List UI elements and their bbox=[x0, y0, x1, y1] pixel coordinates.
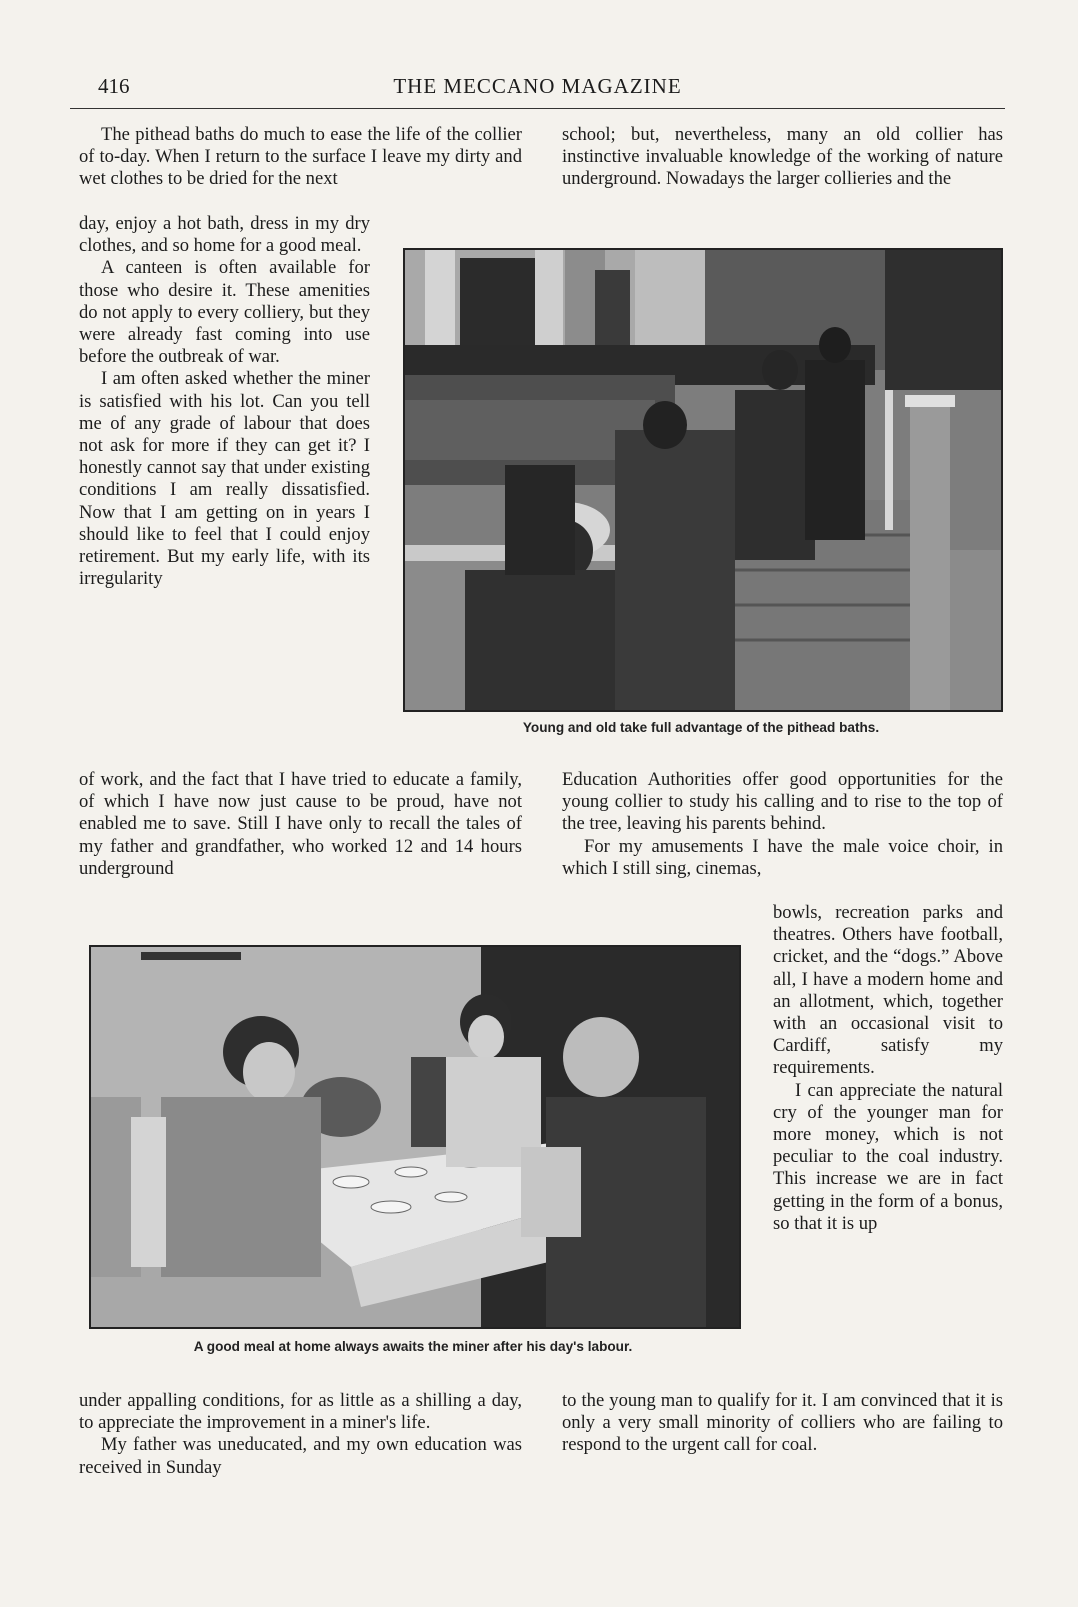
paragraph: to the young man to qualify for it. I am convinced that it is only a very small minority of colliers who are failing to respond to the urgent call for coal. bbox=[562, 1390, 1003, 1456]
pithead-baths-photo bbox=[403, 248, 1003, 712]
paragraph: bowls, recreation parks and theatres. Others have football, cricket, and the “dogs.” Above all, I have a modern home and an allotment, which, together with an occasional visit to Cardiff, satisfy my requirements. bbox=[773, 902, 1003, 1079]
magazine-title: THE MECCANO MAGAZINE bbox=[393, 74, 682, 98]
home-meal-illustration bbox=[91, 947, 739, 1327]
column-2-bottom bbox=[562, 1390, 1003, 1457]
column-1-middle bbox=[79, 769, 522, 880]
home-meal-photo bbox=[89, 945, 741, 1329]
paragraph: A canteen is often available for those who desire it. These amenities do not apply to every colliery, but they were already fast coming into use before the outbreak of war. bbox=[79, 257, 370, 368]
paragraph: For my amusements I have the male voice choir, in which I still sing, cinemas, bbox=[562, 835, 1003, 879]
paragraph: I am often asked whether the miner is satisfied with his lot. Can you tell me of any grade of labour that does not ask for more if they can get it? I honestly cannot say that under existing conditions I am really dissatisfied. Now that I am getting on in years I should like to feel that I could enjoy retirement. But my early life, with its irregularity bbox=[79, 368, 370, 590]
column-2-top bbox=[562, 124, 1003, 191]
paragraph: The pithead baths do much to ease the life of the collier of to-day. When I return to the surface I leave my dirty and wet clothes to be dried for the next bbox=[79, 124, 522, 190]
pithead-baths-illustration bbox=[405, 250, 1001, 710]
paragraph: school; but, nevertheless, many an old collier has instinctive invaluable knowledge of the working of nature underground. Nowadays the larger collieries and the bbox=[562, 124, 1003, 190]
page-header bbox=[70, 72, 1005, 109]
pithead-baths-caption: Young and old take full advantage of the pithead baths. bbox=[522, 720, 880, 735]
column-2-narrow bbox=[773, 902, 1003, 1235]
column-1-top bbox=[79, 124, 522, 191]
paragraph: Education Authorities offer good opportunities for the young collier to study his calling and to rise to the top of the tree, leaving his parents behind. bbox=[562, 769, 1003, 835]
column-2-middle bbox=[562, 769, 1003, 880]
column-1-bottom bbox=[79, 1390, 522, 1479]
column-1-narrow bbox=[79, 213, 370, 590]
home-meal-caption: A good meal at home always awaits the miner after his day's labour. bbox=[193, 1339, 633, 1354]
paragraph: My father was uneducated, and my own education was received in Sunday bbox=[79, 1434, 522, 1478]
paragraph: of work, and the fact that I have tried to educate a family, of which I have now just cause to be proud, have not enabled me to save. Still I have only to recall the tales of my father and grandfather, who worked 12 and 14 hours underground bbox=[79, 769, 522, 879]
paragraph: day, enjoy a hot bath, dress in my dry clothes, and so home for a good meal. bbox=[79, 213, 370, 257]
paragraph: I can appreciate the natural cry of the younger man for more money, which is not peculiar to the coal industry. This increase we are in fact getting in the form of a bonus, so that it is up bbox=[773, 1079, 1003, 1234]
page-number: 416 bbox=[98, 74, 130, 98]
paragraph: under appalling conditions, for as little as a shilling a day, to appreciate the improvement in a miner's life. bbox=[79, 1390, 522, 1434]
